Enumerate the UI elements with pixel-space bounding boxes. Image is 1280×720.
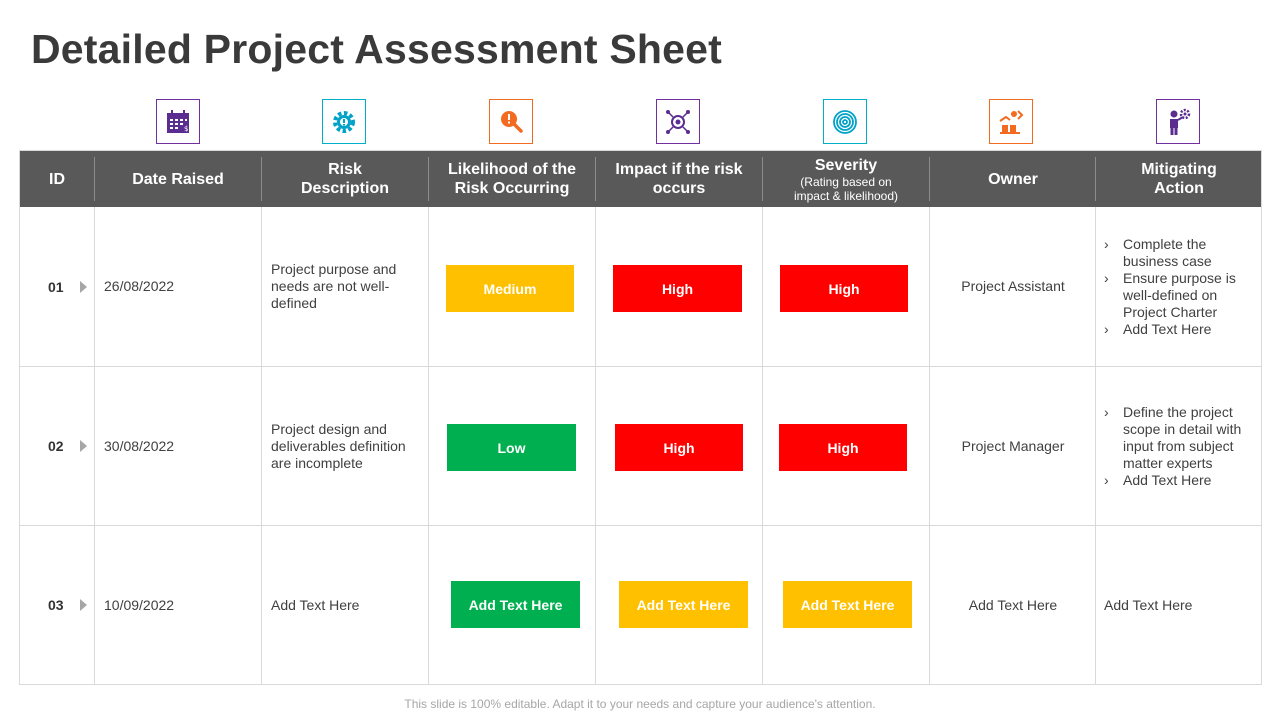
header-likelihood-line1: Likelihood of the bbox=[448, 161, 576, 178]
header-mitigating-line1: Mitigating bbox=[1141, 161, 1217, 178]
table-header bbox=[20, 151, 1261, 207]
mitigation-line: › Define the project bbox=[1123, 403, 1233, 420]
mitigation-line: business case bbox=[1123, 252, 1212, 269]
row-date: 26/08/2022 bbox=[104, 278, 175, 294]
header-mitigating-line2: Action bbox=[1154, 180, 1204, 197]
header-risk-line1: Risk bbox=[328, 161, 362, 178]
impact-badge: High bbox=[615, 424, 743, 471]
mitigation-line: Project Charter bbox=[1123, 303, 1218, 320]
severity-badge: High bbox=[779, 424, 907, 471]
risk-line: defined bbox=[271, 295, 317, 311]
alert-search-icon bbox=[489, 99, 533, 144]
row-mitigation: Add Text Here bbox=[1104, 596, 1193, 613]
row-date: 10/09/2022 bbox=[104, 596, 175, 613]
mitigation-line: scope in detail with bbox=[1123, 420, 1242, 437]
row-owner: Project Manager bbox=[961, 437, 1065, 454]
table-row bbox=[20, 366, 1261, 525]
person-gear-icon bbox=[1156, 99, 1200, 144]
table-row bbox=[20, 207, 1261, 366]
table-row bbox=[20, 525, 1261, 684]
page-title: Detailed Project Assessment Sheet bbox=[31, 26, 722, 72]
mitigation-item bbox=[1104, 270, 1254, 321]
svg-text:$: $ bbox=[184, 124, 189, 133]
severity-badge: Add Text Here bbox=[783, 581, 912, 628]
header-id-label: ID bbox=[49, 170, 65, 188]
row-mitigation bbox=[1104, 367, 1254, 525]
header-severity-sub-line2: impact & likelihood) bbox=[793, 188, 899, 203]
header-date bbox=[95, 151, 261, 207]
header-risk-description bbox=[262, 151, 428, 207]
row-id: 01 bbox=[48, 278, 64, 295]
row-id: 02 bbox=[48, 438, 64, 454]
assessment-table bbox=[19, 150, 1262, 685]
row-id: 03 bbox=[48, 597, 64, 613]
header-severity-sub-line1: (Rating based on bbox=[800, 174, 892, 189]
header-impact bbox=[596, 151, 762, 207]
likelihood-badge: Medium bbox=[446, 265, 574, 312]
mitigation-line: › Add Text Here bbox=[1123, 320, 1212, 337]
risk-line: Project purpose and bbox=[271, 261, 397, 277]
risk-line: deliverables definition bbox=[271, 437, 406, 454]
mitigation-line: well-defined on bbox=[1123, 286, 1218, 303]
row-arrow-icon bbox=[80, 281, 87, 293]
mitigation-item bbox=[1104, 236, 1254, 270]
row-mitigation bbox=[1104, 207, 1254, 366]
severity-badge: High bbox=[780, 265, 908, 312]
row-owner: Add Text Here bbox=[968, 596, 1058, 613]
icon-row bbox=[0, 99, 1280, 145]
row-owner: Project Assistant bbox=[961, 278, 1065, 294]
header-mitigating-action bbox=[1096, 151, 1262, 207]
target-network-icon bbox=[656, 99, 700, 144]
presenter-icon bbox=[989, 99, 1033, 144]
risk-line: are incomplete bbox=[271, 454, 363, 471]
header-likelihood-line2: Risk Occurring bbox=[454, 180, 570, 197]
mitigation-line: › Complete the bbox=[1123, 235, 1207, 252]
mitigation-item bbox=[1104, 472, 1254, 489]
row-arrow-icon bbox=[80, 599, 87, 611]
footer-note: This slide is 100% editable. Adapt it to your needs and capture your audience's attention. bbox=[404, 697, 876, 711]
mitigation-line: input from subject bbox=[1123, 437, 1234, 454]
spiral-target-icon bbox=[823, 99, 867, 144]
header-severity-label: Severity bbox=[814, 156, 878, 174]
header-owner-label: Owner bbox=[988, 170, 1038, 188]
row-risk-description bbox=[271, 367, 427, 525]
impact-badge: High bbox=[613, 265, 742, 312]
impact-badge: Add Text Here bbox=[619, 581, 748, 628]
header-risk-line2: Description bbox=[300, 180, 389, 197]
mitigation-line: › Add Text Here bbox=[1123, 471, 1212, 488]
header-impact-line2: occurs bbox=[652, 180, 706, 197]
mitigation-line: › Ensure purpose is bbox=[1123, 269, 1236, 286]
mitigation-item bbox=[1104, 321, 1254, 338]
row-arrow-icon bbox=[80, 440, 87, 452]
likelihood-badge: Add Text Here bbox=[451, 581, 580, 628]
mitigation-line: matter experts bbox=[1123, 454, 1213, 471]
likelihood-badge: Low bbox=[447, 424, 576, 471]
gear-icon bbox=[322, 99, 366, 144]
row-risk-description: Add Text Here bbox=[271, 596, 360, 613]
mitigation-item bbox=[1104, 404, 1254, 472]
header-date-label: Date Raised bbox=[132, 170, 224, 188]
header-impact-line1: Impact if the risk bbox=[615, 161, 743, 178]
risk-line: Project design and bbox=[271, 420, 387, 437]
calendar-icon bbox=[156, 99, 200, 144]
row-risk-description bbox=[271, 207, 421, 366]
header-severity bbox=[763, 151, 929, 207]
header-id bbox=[20, 151, 94, 207]
header-owner bbox=[930, 151, 1096, 207]
header-likelihood bbox=[429, 151, 595, 207]
row-date: 30/08/2022 bbox=[104, 437, 175, 454]
risk-line: needs are not well- bbox=[271, 278, 390, 294]
